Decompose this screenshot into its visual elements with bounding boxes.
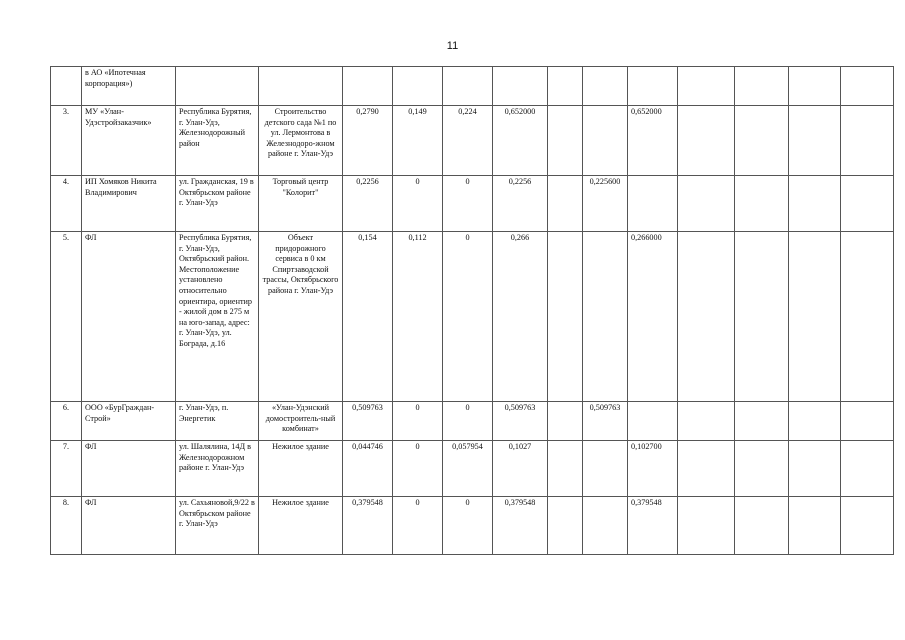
table-cell [548,497,583,555]
table-cell: ООО «БурГраждан-Строй» [82,402,176,441]
table-cell [789,441,841,497]
table-cell: ФЛ [82,441,176,497]
table-cell [343,67,393,106]
table-cell: 0,266000 [628,232,678,402]
table-cell [735,176,789,232]
table-cell: 0,154 [343,232,393,402]
table-cell [51,67,82,106]
table-cell [443,67,493,106]
table-cell [841,106,894,176]
table-cell [735,67,789,106]
table-cell [678,67,735,106]
table-row [51,106,894,176]
table-cell [176,67,259,106]
table-cell: г. Улан-Удэ, п. Энергетик [176,402,259,441]
table-cell: 0,652000 [493,106,548,176]
table-cell [841,232,894,402]
table-cell [735,497,789,555]
table-cell: 7. [51,441,82,497]
table-cell [678,232,735,402]
table-cell: 0,1027 [493,441,548,497]
table-cell: 0,057954 [443,441,493,497]
table-cell [583,67,628,106]
table-cell: 0,509763 [343,402,393,441]
table-row [51,441,894,497]
table-cell [841,402,894,441]
table-row [51,176,894,232]
table-cell: 0,149 [393,106,443,176]
table-cell [628,176,678,232]
table-cell [841,497,894,555]
table-cell: 0,2256 [343,176,393,232]
table-cell: 0 [443,402,493,441]
table-cell [678,441,735,497]
table-row [51,497,894,555]
table-cell: в АО «Ипотечная корпорация») [82,67,176,106]
table-cell: 0,379548 [343,497,393,555]
table-cell: 4. [51,176,82,232]
table-cell: 0,112 [393,232,443,402]
table-cell [735,402,789,441]
table-cell: 0,509763 [493,402,548,441]
table-row [51,67,894,106]
table-cell [789,232,841,402]
page-number: 11 [446,40,459,52]
table-cell [841,176,894,232]
table-row [51,402,894,441]
table-cell [548,441,583,497]
table-cell [841,441,894,497]
table-cell: 5. [51,232,82,402]
data-table [50,66,894,555]
table-cell [789,67,841,106]
table-cell: 3. [51,106,82,176]
table-cell [548,67,583,106]
table-cell [583,497,628,555]
table-cell: 0,225600 [583,176,628,232]
table-cell [548,106,583,176]
table-cell: Объект придорожного сервиса в 0 км Спиртзаводской трассы, Октябрьского района г. Улан-Удэ [259,232,343,402]
table-cell [583,232,628,402]
table-cell: Нежилое здание [259,497,343,555]
table-cell: 0 [443,176,493,232]
table-cell: Торговый центр "Колорит" [259,176,343,232]
table-cell: ФЛ [82,497,176,555]
table-cell [789,497,841,555]
table-cell [548,232,583,402]
table-cell: 0 [393,176,443,232]
table-cell [735,441,789,497]
table-cell [583,441,628,497]
table-cell: 0,044746 [343,441,393,497]
table-cell: 0,2790 [343,106,393,176]
table-cell [548,176,583,232]
table-cell: 0 [393,441,443,497]
table-cell [393,67,443,106]
table-cell: МУ «Улан-Удэстройзаказчик» [82,106,176,176]
table-cell: 0 [393,402,443,441]
table-cell [259,67,343,106]
table-cell: 0,266 [493,232,548,402]
table-cell: ул. Шалялина, 14Д в Железнодорожном районе г. Улан-Удэ [176,441,259,497]
table-cell [493,67,548,106]
table-cell [583,106,628,176]
table-cell [789,176,841,232]
table-cell [789,402,841,441]
table-cell: 0,379548 [628,497,678,555]
table-cell [678,176,735,232]
table-cell: ИП Хомяков Никита Владимирович [82,176,176,232]
table-cell [628,67,678,106]
table-cell: ул. Гражданская, 19 в Октябрьском районе г. Улан-Удэ [176,176,259,232]
table-cell: Нежилое здание [259,441,343,497]
table-cell: 6. [51,402,82,441]
table-cell: ФЛ [82,232,176,402]
table-cell [548,402,583,441]
table-cell [678,402,735,441]
table-cell: Республика Бурятия, г. Улан-Удэ, Октябрьский район. Местоположение установлено относительно ориентира, ориентир - жилой дом в 275 м на юго-запад, адрес: г. Улан-Удэ, ул. Бограда, д.16 [176,232,259,402]
table-cell [678,106,735,176]
table-cell: 0,224 [443,106,493,176]
table-cell: 0,509763 [583,402,628,441]
table-cell: «Улан-Удэнский домостроитель-ный комбинат» [259,402,343,441]
table-cell: 0,2256 [493,176,548,232]
table-cell: 0 [443,497,493,555]
table-cell: 0,379548 [493,497,548,555]
table-cell: Республика Бурятия, г. Улан-Удэ, Железнодорожный район [176,106,259,176]
table-cell [628,402,678,441]
table-cell: ул. Сахьяновой,9/22 в Октябрьском районе г. Улан-Удэ [176,497,259,555]
table-cell: 0 [393,497,443,555]
table-cell: 0,102700 [628,441,678,497]
table-cell [735,106,789,176]
table-cell: 0 [443,232,493,402]
table-cell [789,106,841,176]
table-cell: 0,652000 [628,106,678,176]
table-cell [841,67,894,106]
table-cell [735,232,789,402]
table-cell: Строительство детского сада №1 по ул. Лермонтова в Железнодоро-жном районе г. Улан-Удэ [259,106,343,176]
table-cell: 8. [51,497,82,555]
table-row [51,232,894,402]
table-cell [678,497,735,555]
